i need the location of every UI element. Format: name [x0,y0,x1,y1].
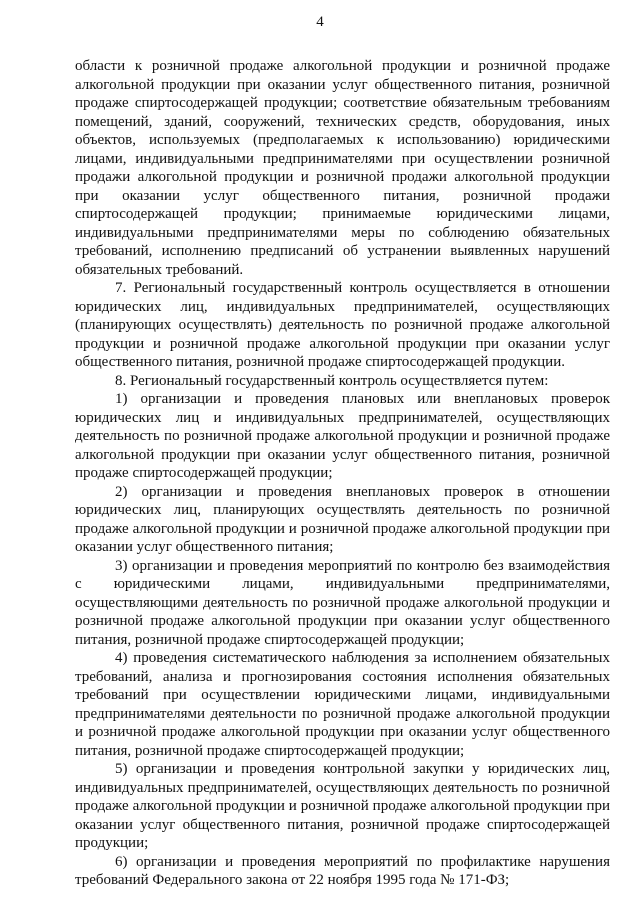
document-body [75,57,610,890]
paragraph-subitem-1: 1) организации и проведения плановых или внеплановых проверок юридических лиц и индивидуальных предпринимателей, осуществляющих деятельность по розничной продаже алкогольной продукции и розничной продаже алкогольной продукции при оказании услуг общественного питания, розничной продаже спиртосодержащей продукции; [75,391,610,481]
paragraph-subitem-4: 4) проведения систематического наблюдения за исполнением обязательных требований, анализа и прогнозирования состояния исполнения обязательных требований при осуществлении юридическими лицами, индивидуальными предпринимателями деятельности по розничной продаже алкогольной продукции и розничной продаже алкогольной продукции при оказании услуг общественного питания, розничной продаже спиртосодержащей продукции; [75,650,610,759]
paragraph-subitem-6: 6) организации и проведения мероприятий по профилактике нарушения требований Федерального закона от 22 ноября 1995 года № 171-ФЗ; [75,853,610,888]
paragraph-subitem-3: 3) организации и проведения мероприятий по контролю без взаимодействия с юридическими лицами, индивидуальными предпринимателями, осуществляющими деятельность по розничной продаже алкогольной продукции и розничной продаже алкогольной продукции при оказании услуг общественного питания, розничной продаже спиртосодержащей продукции; [75,557,610,648]
paragraph-subitem-2: 2) организации и проведения внеплановых проверок в отношении юридических лиц, планирующих осуществлять деятельность по розничной продаже алкогольной продукции и розничной продаже алкогольной продукции при оказании услуг общественного питания; [75,483,610,555]
paragraph-item-8: 8. Региональный государственный контроль осуществляется путем: [115,372,549,389]
paragraph-item-7: 7. Региональный государственный контроль осуществляется в отношении юридических лиц, индивидуальных предпринимателей, осуществляющих (планирующих осуществлять) деятельность по розничной продаже алкогольной продукции и розничной продаже алкогольной продукции при оказании услуг общественного питания, розничной продаже спиртосодержащей продукции. [75,280,610,370]
paragraph-subitem-5: 5) организации и проведения контрольной закупки у юридических лиц, индивидуальных предпринимателей, осуществляющих деятельность по розничной продаже алкогольной продукции и розничной продаже алкогольной продукции при оказании услуг общественного питания, розничной продаже спиртосодержащей продукции; [75,761,610,851]
page-number: 4 [316,14,324,30]
paragraph-continuation: области к розничной продаже алкогольной продукции и розничной продаже алкогольной продукции при оказании услуг общественного питания, розничной продаже спиртосодержащей продукции; соответствие обязательным требованиям помещений, зданий, сооружений, технических средств, оборудования, иных объектов, используемых (предполагаемых к использованию) юридическими лицами, индивидуальными предпринимателями при осуществлении розничной продажи алкогольной продукции и розничной продажи алкогольной продукции при оказании услуг общественного питания, розничной продажи спиртосодержащей продукции; принимаемые юридическими лицами, индивидуальными предпринимателями меры по соблюдению обязательных требований, исполнению предписаний об устранении выявленных нарушений обязательных требований. [75,58,610,278]
